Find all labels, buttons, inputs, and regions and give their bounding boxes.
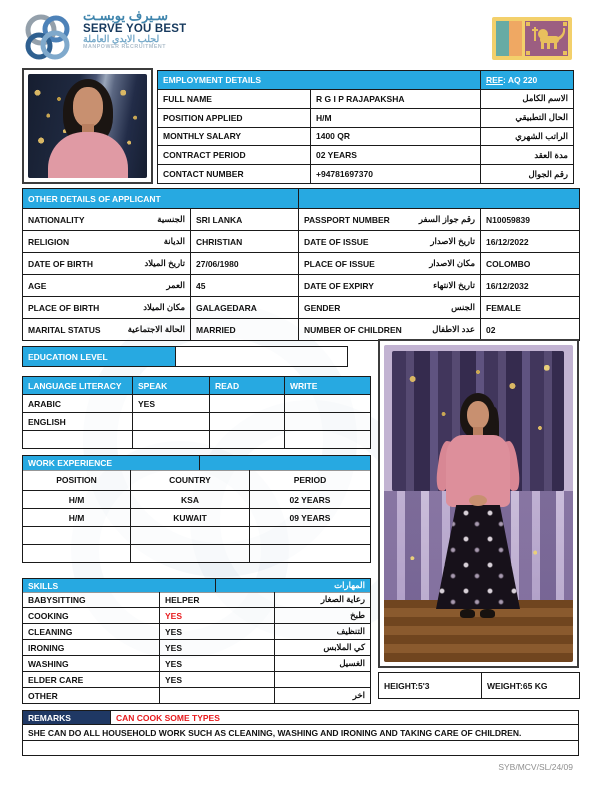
other-details-title: OTHER DETAILS OF APPLICANT (23, 189, 299, 209)
label-en: DATE OF BIRTH (28, 258, 94, 269)
skill-label-arabic: رعاية الصغار (275, 592, 371, 608)
field-label (299, 297, 481, 319)
field-label (23, 231, 191, 253)
field-value: GALAGEDARA (191, 297, 299, 319)
skill-label: OTHER (23, 688, 160, 704)
language-write (285, 395, 371, 413)
skill-label: BABYSITTING (23, 592, 160, 608)
skill-value: YES (160, 608, 275, 624)
work-experience-title-spacer (200, 456, 371, 471)
work-country (131, 527, 250, 545)
skill-label: COOKING (23, 608, 160, 624)
skill-label: WASHING (23, 656, 160, 672)
figure-face (467, 401, 489, 429)
field-value: H/M (311, 109, 481, 128)
figure-shoe-right (480, 609, 495, 618)
field-value: 02 (481, 319, 580, 341)
remarks-table (22, 710, 579, 756)
column-header: COUNTRY (131, 470, 250, 491)
field-label: POSITION APPLIED (158, 109, 311, 128)
remarks-note: SHE CAN DO ALL HOUSEHOLD WORK SUCH AS CLEANING, WASHING AND IRONING AND TAKING CARE OF CHILDREN. (23, 725, 579, 741)
document-reference-code: SYB/MCV/SL/24/09 (498, 762, 573, 772)
field-value: SRI LANKA (191, 209, 299, 231)
height-weight-table (378, 672, 580, 699)
remarks-title: REMARKS (23, 711, 111, 725)
education-value (176, 347, 348, 367)
wood-floor (384, 600, 573, 662)
headshot-face (73, 87, 103, 127)
skill-value: YES (160, 672, 275, 688)
field-label (299, 209, 481, 231)
field-label: CONTACT NUMBER (158, 165, 311, 184)
work-position (23, 545, 131, 563)
flag-stripes (496, 21, 522, 56)
language-speak: YES (133, 395, 210, 413)
field-value: 1400 QR (311, 128, 481, 147)
work-experience-title: WORK EXPERIENCE (23, 456, 200, 471)
label-en: MARITAL STATUS (28, 324, 101, 335)
sri-lanka-flag (492, 17, 572, 60)
language-speak (133, 413, 210, 431)
remarks-empty-row (23, 741, 579, 756)
field-value: CHRISTIAN (191, 231, 299, 253)
logo-english-name: SERVE YOU BEST (83, 22, 187, 35)
employment-title (158, 71, 481, 90)
language-read (210, 431, 285, 449)
label-en: NUMBER OF CHILDREN (304, 324, 402, 335)
skill-label-arabic: الغسيل (275, 656, 371, 672)
field-label-arabic: الحال التطبيقي (481, 109, 574, 128)
column-header: READ (210, 377, 285, 395)
work-period: 02 YEARS (250, 491, 371, 509)
ref-value: : AQ 220 (503, 75, 538, 85)
figure-hands (469, 495, 487, 506)
headshot-scene (28, 74, 147, 178)
skill-label: IRONING (23, 640, 160, 656)
label-en: NATIONALITY (28, 214, 85, 225)
label-ar: عدد الاطفال (432, 324, 475, 334)
logo-english-tagline: MANPOWER RECRUITMENT (83, 43, 167, 50)
field-value: +94781697370 (311, 165, 481, 184)
label-en: PLACE OF ISSUE (304, 258, 375, 269)
field-label-arabic: الاسم الكامل (481, 90, 574, 109)
field-value: FEMALE (481, 297, 580, 319)
language-name (23, 431, 133, 449)
label-ar: العمر (166, 280, 185, 290)
figure-shoe-left (460, 609, 475, 618)
label-en: RELIGION (28, 236, 70, 247)
label-ar: الحالة الاجتماعية (127, 324, 185, 334)
education-title: EDUCATION LEVEL (23, 347, 176, 367)
work-position: H/M (23, 491, 131, 509)
skill-value: YES (160, 656, 275, 672)
label-en: AGE (28, 280, 47, 291)
language-write (285, 413, 371, 431)
field-value: 02 YEARS (311, 146, 481, 165)
employment-title-text: EMPLOYMENT DETAILS (163, 75, 262, 85)
skills-title-arabic: المهارات (216, 579, 371, 593)
language-name: ARABIC (23, 395, 133, 413)
work-experience-table (22, 470, 371, 563)
field-label: MONTHLY SALARY (158, 128, 311, 147)
field-label (299, 231, 481, 253)
label-en: GENDER (304, 302, 341, 313)
field-label (299, 253, 481, 275)
skill-label-arabic: اخر (275, 688, 371, 704)
skill-label-arabic (275, 672, 371, 688)
work-experience-header-bar (22, 455, 371, 471)
agency-logo (20, 9, 186, 70)
field-value: 27/06/1980 (191, 253, 299, 275)
field-label: FULL NAME (158, 90, 311, 109)
label-en: DATE OF ISSUE (304, 236, 369, 247)
lion-icon (530, 24, 566, 57)
skill-label-arabic: التنظيف (275, 624, 371, 640)
label-ar: الجنس (451, 302, 475, 312)
skill-value: HELPER (160, 592, 275, 608)
skill-label: CLEANING (23, 624, 160, 640)
remarks-highlight: CAN COOK SOME TYPES (111, 711, 579, 725)
field-value: R G I P RAJAPAKSHA (311, 90, 481, 109)
skills-table (22, 592, 371, 704)
label-ar: الجنسية (157, 214, 185, 224)
other-details-table (22, 188, 580, 341)
column-header: PERIOD (250, 470, 371, 491)
ref-cell (481, 71, 574, 90)
language-write (285, 431, 371, 449)
language-read (210, 413, 285, 431)
ref-label: REF (486, 75, 503, 85)
field-label-arabic: الراتب الشهري (481, 128, 574, 147)
label-en: DATE OF EXPIRY (304, 280, 374, 291)
work-country: KUWAIT (131, 509, 250, 527)
field-label (23, 297, 191, 319)
work-position: H/M (23, 509, 131, 527)
skill-label: ELDER CARE (23, 672, 160, 688)
field-label-arabic: رقم الجوال (481, 165, 574, 184)
label-en: PASSPORT NUMBER (304, 214, 390, 225)
field-label (299, 319, 481, 341)
label-ar: تاريخ الميلاد (144, 258, 185, 268)
language-name: ENGLISH (23, 413, 133, 431)
label-ar: تاريخ الاصدار (430, 236, 475, 246)
work-period (250, 545, 371, 563)
field-value: COLOMBO (481, 253, 580, 275)
field-value: N10059839 (481, 209, 580, 231)
language-literacy-table (22, 376, 371, 449)
field-label (23, 209, 191, 231)
field-label (23, 319, 191, 341)
work-position (23, 527, 131, 545)
label-ar: مكان الميلاد (143, 302, 185, 312)
work-country: KSA (131, 491, 250, 509)
skill-label-arabic: كي الملابس (275, 640, 371, 656)
fulllength-scene (384, 345, 573, 662)
field-label (23, 275, 191, 297)
field-value: MARRIED (191, 319, 299, 341)
flag-orange-stripe (509, 21, 522, 56)
language-speak (133, 431, 210, 449)
column-header: SPEAK (133, 377, 210, 395)
education-level-row (22, 346, 348, 367)
work-period: 09 YEARS (250, 509, 371, 527)
field-label (299, 275, 481, 297)
skills-title: SKILLS (23, 579, 216, 593)
skill-label-arabic: طبخ (275, 608, 371, 624)
column-header: LANGUAGE LITERACY (23, 377, 133, 395)
applicant-headshot-photo (22, 68, 153, 184)
work-country (131, 545, 250, 563)
field-value: 45 (191, 275, 299, 297)
skill-value: YES (160, 624, 275, 640)
field-value: 16/12/2022 (481, 231, 580, 253)
other-details-title-spacer (299, 189, 580, 209)
label-ar: مكان الاصدار (429, 258, 475, 268)
label-ar: الديانة (163, 236, 185, 246)
label-ar: تاريخ الانتهاء (433, 280, 475, 290)
skill-value (160, 688, 275, 704)
weight-value: WEIGHT:65 KG (482, 673, 580, 699)
applicant-fulllength-photo (378, 339, 579, 668)
label-ar: رقم جواز السفر (418, 214, 475, 224)
column-header: WRITE (285, 377, 371, 395)
work-period (250, 527, 371, 545)
logo-arabic-tagline: لجلب الايدي العاملة (83, 33, 160, 45)
label-en: PLACE OF BIRTH (28, 302, 100, 313)
flag-teal-stripe (496, 21, 509, 56)
logo-arabic-name: سـيرف يوبسـت (83, 8, 169, 23)
flag-maroon-panel (525, 21, 568, 56)
field-value: 16/12/2032 (481, 275, 580, 297)
column-header: POSITION (23, 470, 131, 491)
field-label (23, 253, 191, 275)
field-label-arabic: مدة العقد (481, 146, 574, 165)
language-read (210, 395, 285, 413)
height-value: HEIGHT:5'3 (379, 673, 482, 699)
field-label: CONTRACT PERIOD (158, 146, 311, 165)
headshot-blouse (48, 132, 128, 178)
knot-logo-icon (20, 9, 76, 70)
employment-details-table (157, 70, 574, 184)
skill-value: YES (160, 640, 275, 656)
skills-header-bar (22, 578, 371, 593)
